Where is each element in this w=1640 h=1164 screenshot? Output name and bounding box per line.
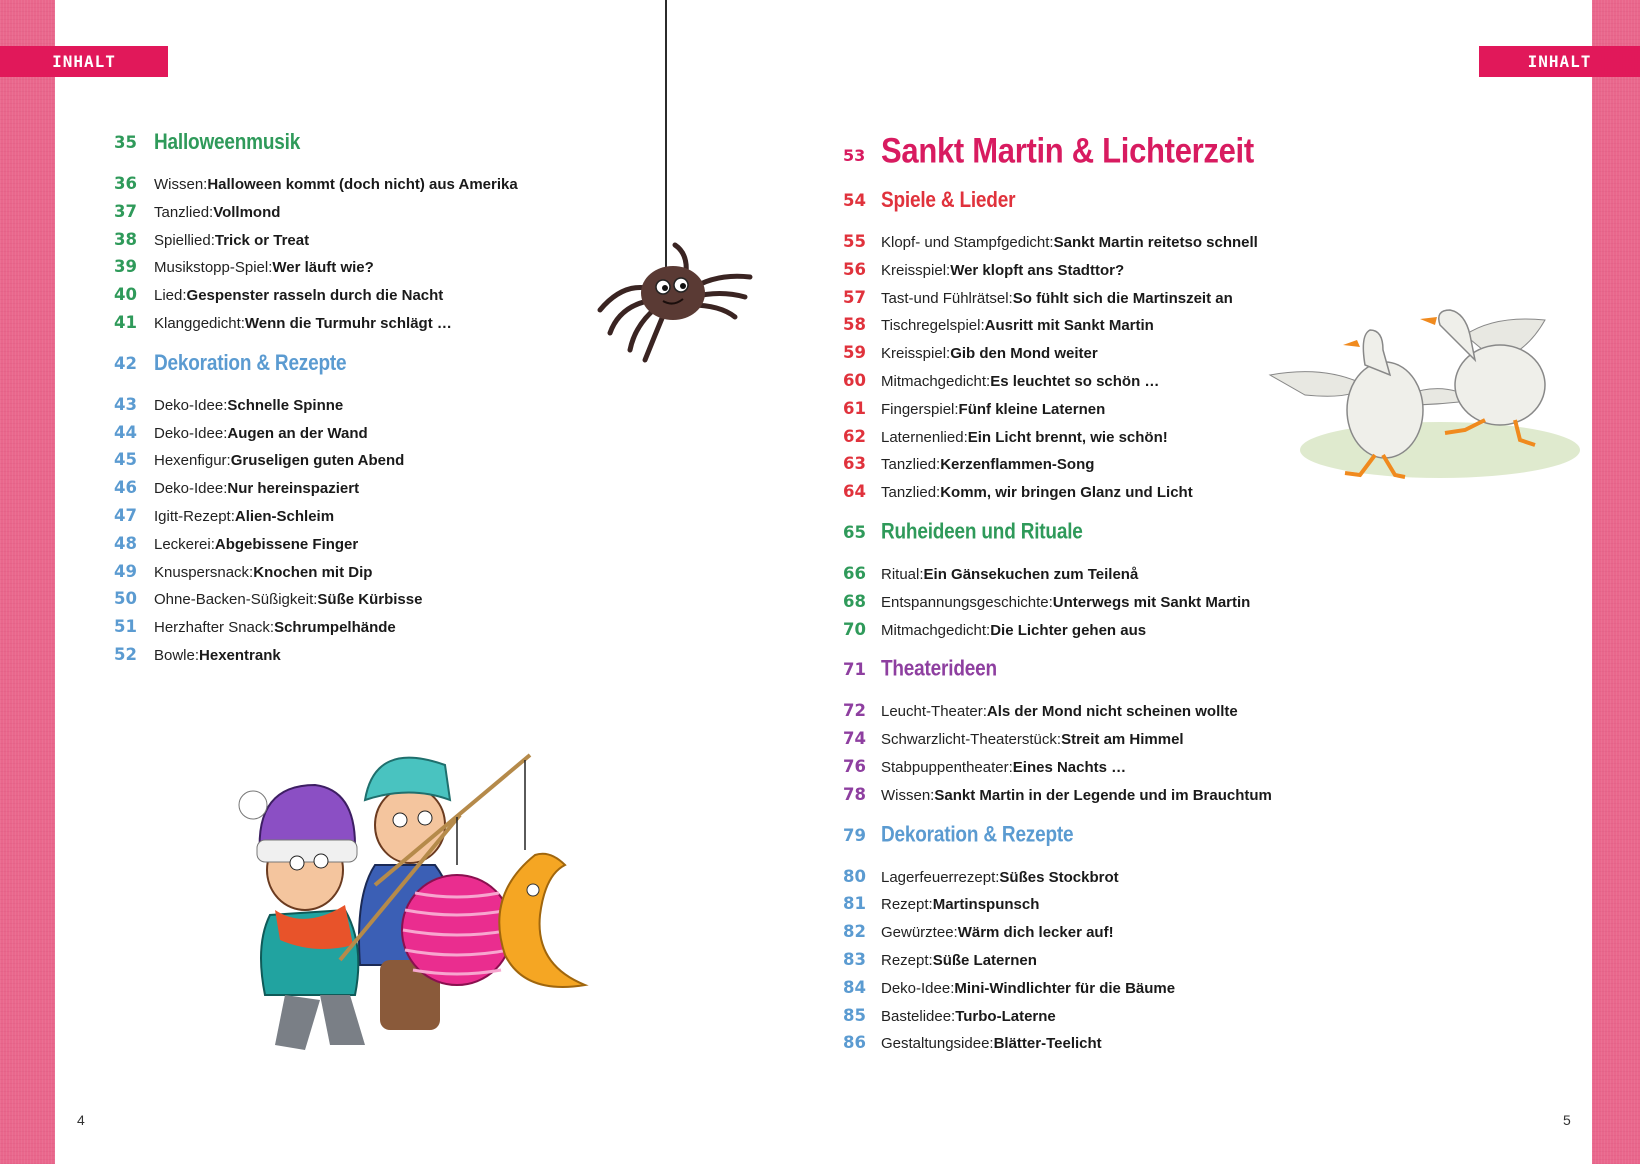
entry-category: Rezept: bbox=[881, 896, 933, 914]
page-number: 49 bbox=[114, 561, 137, 581]
page-number: 85 bbox=[843, 1005, 866, 1025]
entry-title: Wärm dich lecker auf! bbox=[957, 924, 1114, 942]
entry-category: Deko-Idee: bbox=[154, 480, 228, 498]
toc-entry[interactable] bbox=[843, 564, 1381, 592]
spider-thread bbox=[665, 0, 667, 268]
page-number: 63 bbox=[843, 454, 866, 474]
page-number: 59 bbox=[843, 343, 866, 363]
page-number: 43 bbox=[114, 394, 137, 414]
page-number-left: 4 bbox=[77, 1112, 85, 1128]
entry-title: Sankt Martin in der Legende und im Brauchtum bbox=[934, 786, 1272, 804]
entry-title: Sankt Martin reitet bbox=[1053, 234, 1185, 251]
entry-title: Wer klopft ans Stadttor? bbox=[950, 261, 1125, 279]
entry-category: Stabpuppentheater: bbox=[881, 758, 1013, 776]
entry-category: Klopf- und Stampfgedicht: bbox=[881, 234, 1054, 251]
page-number: 37 bbox=[114, 201, 137, 221]
page-number: 70 bbox=[843, 619, 866, 639]
page-number-right: 5 bbox=[1563, 1112, 1571, 1128]
entry-category: Hexenfigur: bbox=[154, 452, 231, 470]
toc-entry[interactable] bbox=[114, 174, 594, 202]
spider-icon bbox=[585, 235, 765, 365]
entry-title: Halloween kommt (doch nicht) aus Amerika bbox=[207, 176, 518, 193]
toc-right-column bbox=[843, 130, 1381, 195]
page-number: 78 bbox=[843, 784, 866, 804]
entry-category: Rezept: bbox=[881, 951, 933, 969]
toc-chapter-heading[interactable] bbox=[843, 130, 1381, 191]
page-number: 83 bbox=[843, 949, 866, 969]
entry-title: Gruseligen guten Abend bbox=[230, 452, 405, 470]
toc-section-heading[interactable] bbox=[114, 353, 594, 391]
entry-category: Schwarzlicht-Theaterstück: bbox=[881, 731, 1062, 749]
toc-entry[interactable] bbox=[114, 423, 594, 451]
page-number: 38 bbox=[114, 229, 137, 249]
inhalt-tab-left: INHALT bbox=[0, 46, 168, 77]
page-number: 80 bbox=[843, 866, 866, 886]
entry-category: Bastelidee: bbox=[881, 1007, 956, 1025]
toc-entry[interactable] bbox=[843, 592, 1381, 620]
entry-title: Als der Mond nicht scheinen wollte bbox=[986, 703, 1238, 721]
toc-entry[interactable] bbox=[114, 202, 594, 230]
section-title: Theaterideen bbox=[881, 657, 997, 682]
section-title: Dekoration & Rezepte bbox=[881, 822, 1074, 848]
toc-entry[interactable] bbox=[843, 1033, 1381, 1061]
section-title: Spiele & Lieder bbox=[881, 188, 1016, 213]
page-number: 46 bbox=[114, 478, 137, 498]
page-edge-right bbox=[1592, 0, 1640, 1164]
toc-entry[interactable] bbox=[114, 257, 594, 285]
toc-list bbox=[843, 564, 1381, 647]
page-number: 40 bbox=[114, 285, 137, 305]
entry-title: Trick or Treat bbox=[214, 231, 310, 249]
entry-title: Ein Licht brennt, wie schön! bbox=[967, 428, 1168, 446]
entry-category: Igitt-Rezept: bbox=[154, 507, 235, 525]
page-number: 76 bbox=[843, 756, 866, 776]
entry-title: Gespenster rasseln durch die Nacht bbox=[186, 287, 444, 305]
page-number: 71 bbox=[843, 660, 866, 680]
toc-entry[interactable] bbox=[114, 617, 594, 645]
toc-entry[interactable] bbox=[843, 1006, 1381, 1034]
children-with-lanterns-illustration bbox=[235, 745, 615, 1075]
page-number: 82 bbox=[843, 922, 866, 942]
entry-title: Süßes Stockbrot bbox=[999, 868, 1119, 886]
entry-title: So fühlt sich die Martinszeit an bbox=[1012, 289, 1233, 307]
page-number: 68 bbox=[843, 591, 866, 611]
page-number: 47 bbox=[114, 505, 137, 525]
page-number: 79 bbox=[843, 825, 866, 845]
toc-entry[interactable] bbox=[114, 562, 594, 590]
toc-entry[interactable] bbox=[843, 894, 1381, 922]
entry-title: Schnelle Spinne bbox=[227, 396, 344, 414]
page-number: 36 bbox=[114, 174, 137, 193]
entry-category: Wissen: bbox=[154, 176, 208, 193]
entry-title: Mini-Windlichter für die Bäume bbox=[954, 979, 1176, 997]
page-number: 41 bbox=[114, 312, 137, 332]
entry-category: Fingerspiel: bbox=[881, 400, 959, 418]
chapter-title: Sankt Martin & Lichterzeit bbox=[881, 130, 1254, 171]
page-number: 56 bbox=[843, 259, 866, 279]
inhalt-tab-right: INHALT bbox=[1479, 46, 1640, 77]
page-number: 58 bbox=[843, 315, 866, 335]
page-number: 65 bbox=[843, 522, 866, 542]
toc-entry[interactable] bbox=[114, 450, 594, 478]
entry-category: Entspannungsgeschichte: bbox=[881, 593, 1053, 611]
entry-category: Deko-Idee: bbox=[154, 424, 228, 442]
entry-category: Tanzlied: bbox=[881, 456, 941, 474]
page-number: 86 bbox=[843, 1033, 866, 1053]
entry-title: Süße Kürbisse bbox=[317, 591, 423, 609]
page-number: 72 bbox=[843, 701, 866, 721]
page-number: 51 bbox=[114, 617, 137, 637]
page-number: 50 bbox=[114, 589, 137, 609]
toc-entry[interactable] bbox=[843, 729, 1381, 757]
entry-title: Gib den Mond weiter bbox=[950, 345, 1098, 363]
entry-category: Knuspersnack: bbox=[154, 563, 254, 581]
toc-list bbox=[114, 174, 594, 341]
toc-entry[interactable] bbox=[114, 395, 594, 423]
page-number: 42 bbox=[114, 353, 137, 373]
page-number: 61 bbox=[843, 398, 866, 418]
entry-category: Spiellied: bbox=[154, 231, 215, 249]
page-number: 57 bbox=[843, 287, 866, 307]
entry-category: Deko-Idee: bbox=[154, 396, 228, 414]
page-number: 55 bbox=[843, 232, 866, 251]
toc-entry[interactable] bbox=[843, 978, 1381, 1006]
toc-list bbox=[843, 701, 1381, 812]
toc-left-column bbox=[114, 132, 594, 673]
toc-section-heading[interactable] bbox=[843, 822, 1381, 863]
toc-entry[interactable] bbox=[843, 867, 1381, 895]
entry-title: Wer läuft wie? bbox=[272, 259, 374, 277]
section-title: Halloweenmusik bbox=[154, 130, 301, 155]
page-number: 52 bbox=[114, 644, 137, 664]
geese-illustration bbox=[1265, 305, 1595, 490]
entry-title: Knochen mit Dip bbox=[253, 563, 373, 581]
toc-entry[interactable] bbox=[843, 785, 1381, 813]
entry-title: Süße Laternen bbox=[932, 951, 1037, 969]
entry-title-suffix: so schnell bbox=[1184, 234, 1258, 251]
toc-section-heading[interactable] bbox=[843, 659, 1381, 697]
entry-title: Abgebissene Finger bbox=[214, 535, 359, 553]
page-number: 44 bbox=[114, 422, 137, 442]
page-number: 66 bbox=[843, 563, 866, 583]
toc-entry[interactable] bbox=[114, 313, 594, 341]
entry-category: Ohne-Backen-Süßigkeit: bbox=[154, 591, 318, 609]
toc-entry[interactable] bbox=[843, 260, 1381, 288]
toc-entry[interactable] bbox=[114, 506, 594, 534]
toc-entry[interactable] bbox=[843, 950, 1381, 978]
toc-entry[interactable] bbox=[114, 589, 594, 617]
page-number: 39 bbox=[114, 257, 137, 277]
entry-category: Tast-und Fühlrätsel: bbox=[881, 289, 1013, 307]
entry-category: Bowle: bbox=[154, 646, 200, 664]
entry-title: Ein Gänsekuchen zum Teilenå bbox=[923, 565, 1139, 583]
entry-title: Die Lichter gehen aus bbox=[990, 621, 1147, 639]
toc-entry[interactable] bbox=[114, 645, 594, 673]
toc-entry[interactable] bbox=[843, 232, 1381, 260]
entry-category: Herzhafter Snack: bbox=[154, 619, 275, 637]
toc-entry[interactable] bbox=[843, 701, 1381, 729]
entry-title: Eines Nachts … bbox=[1012, 758, 1127, 776]
section-title: Ruheideen und Rituale bbox=[881, 520, 1083, 545]
toc-section-heading[interactable] bbox=[843, 190, 1381, 228]
entry-category: Gestaltungsidee: bbox=[881, 1035, 994, 1053]
entry-category: Musikstopp-Spiel: bbox=[154, 259, 273, 277]
entry-title: Schrumpelhände bbox=[274, 619, 396, 637]
entry-title: Vollmond bbox=[213, 203, 281, 221]
entry-category: Mitmachgedicht: bbox=[881, 621, 991, 639]
entry-title: Es leuchtet so schön … bbox=[990, 372, 1160, 390]
page-number: 48 bbox=[114, 533, 137, 553]
toc-entry[interactable] bbox=[114, 478, 594, 506]
entry-title: Hexentrank bbox=[199, 646, 281, 664]
entry-title: Unterwegs mit Sankt Martin bbox=[1052, 593, 1251, 611]
page-number: 74 bbox=[843, 729, 866, 749]
page-number: 54 bbox=[843, 191, 866, 210]
entry-title: Blätter-Teelicht bbox=[993, 1035, 1102, 1053]
toc-list bbox=[114, 395, 594, 673]
page-number: 60 bbox=[843, 370, 866, 390]
entry-category: Lied: bbox=[154, 287, 187, 305]
entry-title: Streit am Himmel bbox=[1061, 731, 1184, 749]
page-number: 45 bbox=[114, 450, 137, 470]
entry-category: Deko-Idee: bbox=[881, 979, 955, 997]
entry-category: Gewürztee: bbox=[881, 924, 958, 942]
toc-section-heading[interactable] bbox=[114, 132, 594, 170]
entry-category: Wissen: bbox=[881, 786, 935, 804]
entry-title: Ausritt mit Sankt Martin bbox=[984, 317, 1154, 335]
entry-title: Wenn die Turmuhr schlägt … bbox=[244, 314, 452, 332]
entry-category: Laternenlied: bbox=[881, 428, 968, 446]
entry-category: Leucht-Theater: bbox=[881, 703, 987, 721]
entry-title: Augen an der Wand bbox=[227, 424, 368, 442]
toc-entry[interactable] bbox=[114, 230, 594, 258]
entry-category: Klanggedicht: bbox=[154, 314, 245, 332]
entry-category: Lagerfeuerrezept: bbox=[881, 868, 1000, 886]
entry-category: Kreisspiel: bbox=[881, 261, 951, 279]
toc-entry[interactable] bbox=[114, 534, 594, 562]
page-number: 53 bbox=[843, 146, 866, 165]
page-number: 84 bbox=[843, 977, 866, 997]
page-number: 81 bbox=[843, 894, 866, 914]
toc-entry[interactable] bbox=[843, 620, 1381, 648]
entry-category: Tanzlied: bbox=[881, 484, 941, 502]
toc-entry[interactable] bbox=[114, 285, 594, 313]
entry-category: Leckerei: bbox=[154, 535, 215, 553]
toc-entry[interactable] bbox=[843, 757, 1381, 785]
toc-list bbox=[843, 867, 1381, 1062]
entry-category: Kreisspiel: bbox=[881, 345, 951, 363]
toc-entry[interactable] bbox=[843, 922, 1381, 950]
toc-section-heading[interactable] bbox=[843, 522, 1381, 560]
page-number: 35 bbox=[114, 133, 137, 152]
entry-title: Alien-Schleim bbox=[234, 507, 335, 525]
entry-title: Nur hereinspaziert bbox=[227, 480, 360, 498]
entry-title: Turbo-Laterne bbox=[955, 1007, 1056, 1025]
section-title: Dekoration & Rezepte bbox=[154, 351, 347, 376]
entry-category: Mitmachgedicht: bbox=[881, 372, 991, 390]
page-number: 62 bbox=[843, 426, 866, 446]
entry-title: Komm, wir bringen Glanz und Licht bbox=[940, 484, 1193, 502]
entry-title: Kerzenflammen-Song bbox=[940, 456, 1095, 474]
entry-title: Fünf kleine Laternen bbox=[958, 400, 1106, 418]
page-edge-left bbox=[0, 0, 55, 1164]
page-number: 64 bbox=[843, 482, 866, 502]
entry-category: Tischregelspiel: bbox=[881, 317, 985, 335]
entry-title: Martinspunsch bbox=[932, 896, 1040, 914]
entry-category: Ritual: bbox=[881, 565, 924, 583]
entry-category: Tanzlied: bbox=[154, 203, 214, 221]
